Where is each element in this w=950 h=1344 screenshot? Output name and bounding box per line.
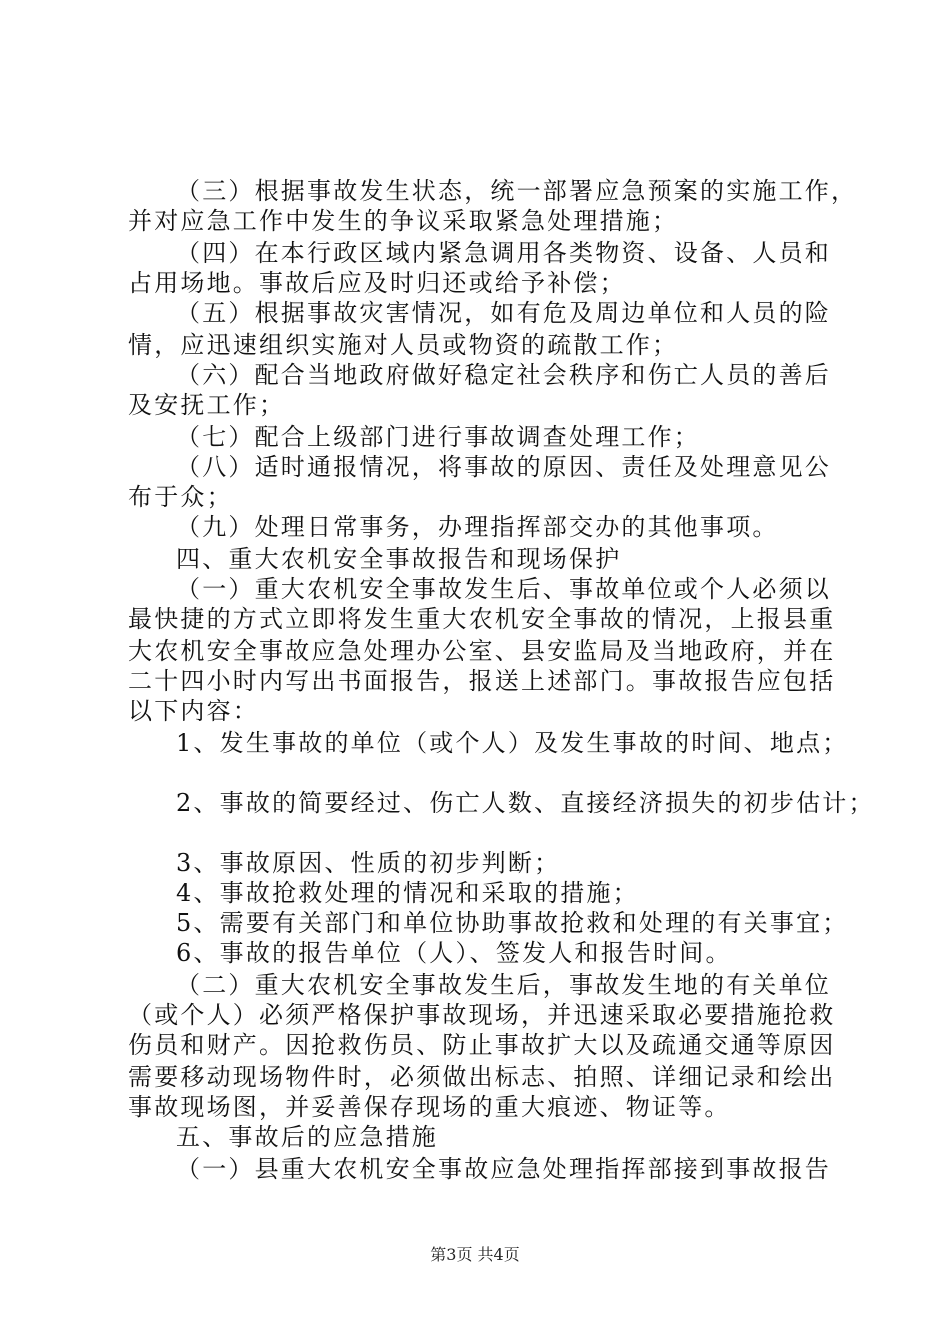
text-line: 情，应迅速组织实施对人员或物资的疏散工作； <box>128 331 679 359</box>
text-line: 布于众； <box>128 483 233 511</box>
page-number-footer: 第3页 共4页 <box>430 1245 520 1264</box>
text-line: （八）适时通报情况，将事故的原因、责任及处理意见公 <box>176 453 831 481</box>
text-line: 占用场地。事故后应及时归还或给予补偿； <box>128 269 626 297</box>
list-item: 6、事故的报告单位（人）、签发人和报告时间。 <box>176 939 732 967</box>
section-heading: 四、重大农机安全事故报告和现场保护 <box>176 545 622 573</box>
text-line: 需要移动现场物件时，必须做出标志、拍照、详细记录和绘出 <box>128 1063 836 1091</box>
text-line: 以下内容： <box>128 697 259 725</box>
text-line: 及安抚工作； <box>128 391 286 419</box>
text-line: （七）配合上级部门进行事故调查处理工作； <box>176 423 700 451</box>
list-item: 3、事故原因、性质的初步判断； <box>176 849 561 877</box>
text-line: （或个人）必须严格保护事故现场，并迅速采取必要措施抢救 <box>128 1001 836 1029</box>
text-line: （三）根据事故发生状态，统一部署应急预案的实施工作， <box>176 177 858 205</box>
text-line: 并对应急工作中发生的争议采取紧急处理措施； <box>128 207 679 235</box>
text-line: （一）县重大农机安全事故应急处理指挥部接到事故报告 <box>176 1155 831 1183</box>
text-line: （五）根据事故灾害情况，如有危及周边单位和人员的险 <box>176 299 831 327</box>
text-line: （六）配合当地政府做好稳定社会秩序和伤亡人员的善后 <box>176 361 831 389</box>
list-item: 1、发生事故的单位（或个人）及发生事故的时间、地点； <box>176 729 849 757</box>
list-item: 4、事故抢救处理的情况和采取的措施； <box>176 879 639 907</box>
text-line: 事故现场图，并妥善保存现场的重大痕迹、物证等。 <box>128 1093 731 1121</box>
list-item: 5、需要有关部门和单位协助事故抢救和处理的有关事宜； <box>176 909 849 937</box>
section-heading: 五、事故后的应急措施 <box>176 1123 438 1151</box>
text-line: 大农机安全事故应急处理办公室、县安监局及当地政府，并在 <box>128 637 836 665</box>
text-line: 伤员和财产。因抢救伤员、防止事故扩大以及疏通交通等原因 <box>128 1031 836 1059</box>
text-line: （九）处理日常事务，办理指挥部交办的其他事项。 <box>176 513 779 541</box>
text-line: （一）重大农机安全事故发生后、事故单位或个人必须以 <box>176 575 831 603</box>
text-line: （四）在本行政区域内紧急调用各类物资、设备、人员和 <box>176 239 831 267</box>
text-line: （二）重大农机安全事故发生后，事故发生地的有关单位 <box>176 971 831 999</box>
text-line: 二十四小时内写出书面报告，报送上述部门。事故报告应包括 <box>128 667 836 695</box>
text-line: 最快捷的方式立即将发生重大农机安全事故的情况，上报县重 <box>128 605 836 633</box>
list-item: 2、事故的简要经过、伤亡人数、直接经济损失的初步估计； <box>176 789 875 817</box>
